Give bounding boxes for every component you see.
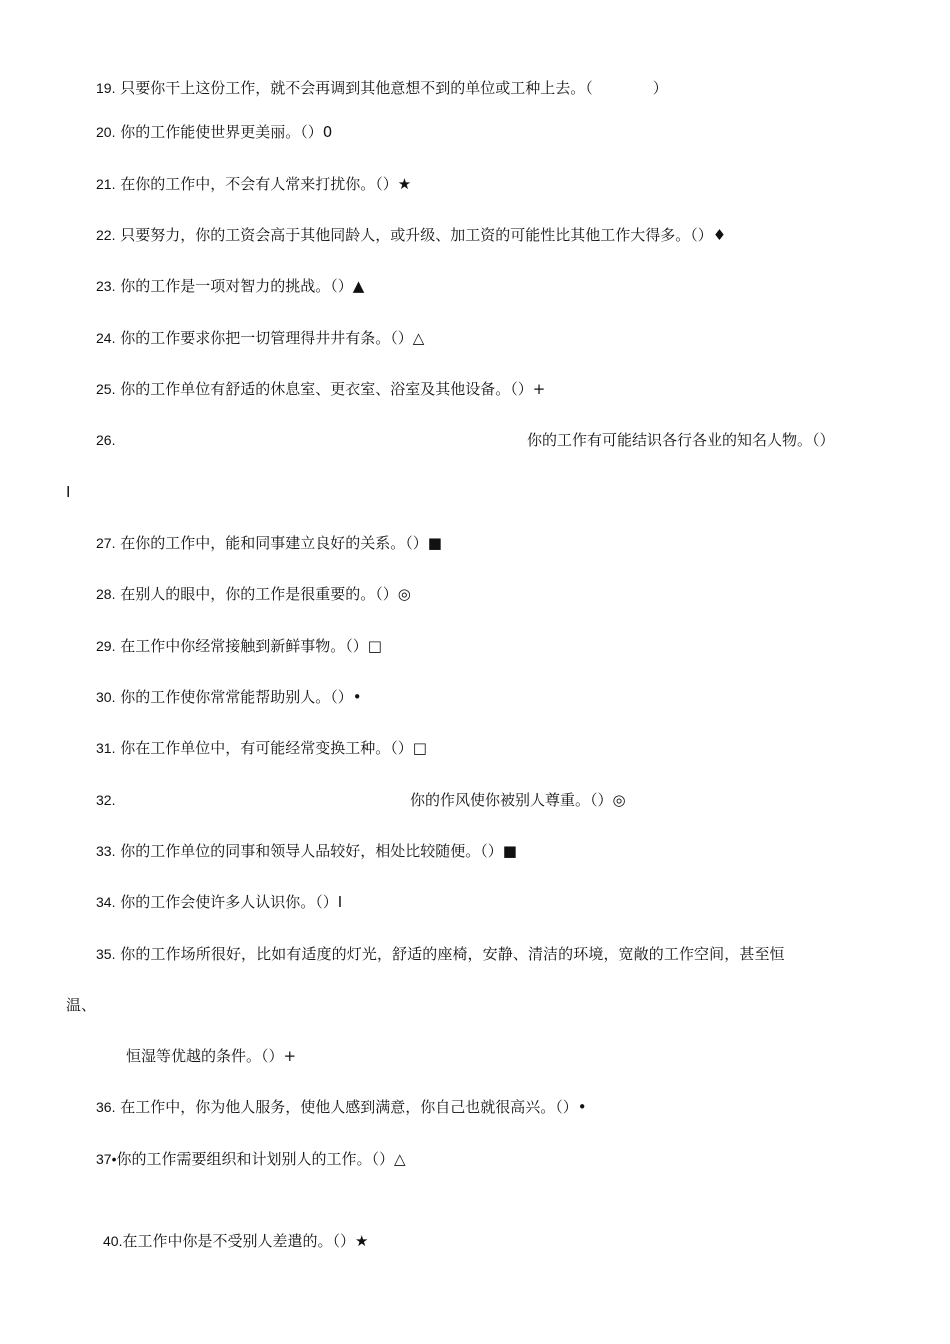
question-text: 你的工作会使许多人认识你。（） [120, 893, 338, 911]
question-number: 30. [96, 689, 116, 705]
question-number: 32. [96, 792, 116, 808]
question-30 [96, 687, 362, 707]
star-icon: ★ [354, 1232, 369, 1250]
question-text: 你的工作需要组织和计划别人的工作。（） [116, 1150, 394, 1168]
plus-icon: + [532, 380, 546, 398]
question-text: 你的工作场所很好，比如有适度的灯光，舒适的座椅，安静、清洁的环境，宽敞的工作空间，甚至恒 [120, 945, 785, 963]
question-26-continuation [66, 482, 70, 502]
question-number: 34. [96, 894, 116, 910]
question-text: 只要努力，你的工资会高于其他同龄人，或升级、加工资的可能性比其他工作大得多。（） [120, 226, 713, 244]
question-text: 在你的工作中，能和同事建立良好的关系。（） [120, 534, 428, 552]
bullseye-icon: ◎ [612, 791, 626, 809]
bullseye-icon: ◎ [397, 585, 411, 603]
question-number: 40. [103, 1233, 123, 1249]
question-28 [96, 584, 411, 604]
outline-square-icon: □ [412, 739, 427, 757]
filled-triangle-icon: ▲ [352, 277, 365, 295]
question-text: 在工作中，你为他人服务，使他人感到满意，你自己也就很高兴。（） [120, 1098, 578, 1116]
question-number: 23. [96, 278, 116, 294]
outline-triangle-icon: △ [412, 329, 425, 347]
question-text-continuation: 恒湿等优越的条件。（） [126, 1047, 284, 1065]
question-symbol: I [66, 483, 71, 501]
question-text: 只要你干上这份工作，就不会再调到其他意想不到的单位或工种上去。（ [120, 79, 593, 97]
question-text: 你的工作使你常常能帮助别人。（） [120, 688, 353, 706]
question-number: 20. [96, 124, 116, 140]
question-number: 36. [96, 1099, 116, 1115]
question-text: 你的工作有可能结识各行各业的知名人物。（） [527, 431, 835, 449]
question-text: 你的工作单位有舒适的休息室、更衣室、浴室及其他设备。（） [120, 380, 533, 398]
question-text: 你的工作是一项对智力的挑战。（） [120, 277, 353, 295]
bullet-icon: • [352, 688, 362, 706]
question-21 [96, 174, 411, 194]
bullet-icon: • [577, 1098, 587, 1116]
star-icon: ★ [397, 175, 412, 193]
question-number: 19. [96, 80, 116, 96]
question-22 [96, 225, 726, 245]
filled-square-icon: ■ [427, 534, 442, 552]
question-35-continuation-2 [126, 1046, 296, 1066]
question-31 [96, 738, 427, 758]
question-20 [96, 122, 332, 142]
question-number: 26. [96, 432, 116, 448]
question-number: 27. [96, 535, 116, 551]
question-symbol: ） [652, 79, 668, 97]
question-text: 你在工作单位中，有可能经常变换工种。（） [120, 739, 413, 757]
question-23 [96, 276, 364, 296]
question-19 [96, 78, 668, 98]
question-text: 你的工作要求你把一切管理得井井有条。（） [120, 329, 413, 347]
question-number: 28. [96, 586, 116, 602]
outline-square-icon: □ [367, 637, 382, 655]
question-number: 31. [96, 740, 116, 756]
question-symbol: I [337, 893, 343, 911]
question-number: 33. [96, 843, 116, 859]
filled-square-icon: ■ [502, 842, 517, 860]
question-32 [410, 790, 626, 810]
question-text: 在工作中你经常接触到新鲜事物。（） [120, 637, 368, 655]
question-text: 你的作风使你被别人尊重。（） [410, 791, 613, 809]
question-text: 你的工作单位的同事和领导人品较好，相处比较随便。（） [120, 842, 503, 860]
question-text: 在别人的眼中，你的工作是很重要的。（） [120, 585, 398, 603]
question-35 [96, 944, 785, 964]
question-number: 25. [96, 381, 116, 397]
question-text: 在工作中你是不受别人差遣的。（） [122, 1232, 355, 1250]
question-24 [96, 328, 424, 348]
question-34 [96, 892, 342, 912]
question-27 [96, 533, 442, 553]
question-number: 24. [96, 330, 116, 346]
question-number: 21. [96, 176, 116, 192]
question-29 [96, 636, 382, 656]
question-symbol: 0 [322, 123, 333, 141]
question-33 [96, 841, 517, 861]
question-text: 你的工作能使世界更美丽。（） [120, 123, 323, 141]
question-number: 35. [96, 946, 116, 962]
question-number: 29. [96, 638, 116, 654]
question-37 [96, 1149, 406, 1169]
outline-triangle-icon: △ [394, 1150, 406, 1168]
question-25 [96, 379, 545, 399]
question-40 [103, 1231, 368, 1251]
question-text-continuation: 温、 [66, 996, 97, 1014]
diamond-icon: ♦ [712, 226, 727, 244]
question-36 [96, 1097, 587, 1117]
question-32-number [96, 790, 115, 810]
question-number: 22. [96, 227, 116, 243]
question-35-continuation [66, 995, 96, 1015]
question-text: 在你的工作中，不会有人常来打扰你。（） [120, 175, 398, 193]
plus-icon: + [283, 1047, 297, 1065]
question-number: 37• [96, 1151, 117, 1167]
question-26-number [96, 430, 115, 450]
question-26 [527, 430, 835, 450]
